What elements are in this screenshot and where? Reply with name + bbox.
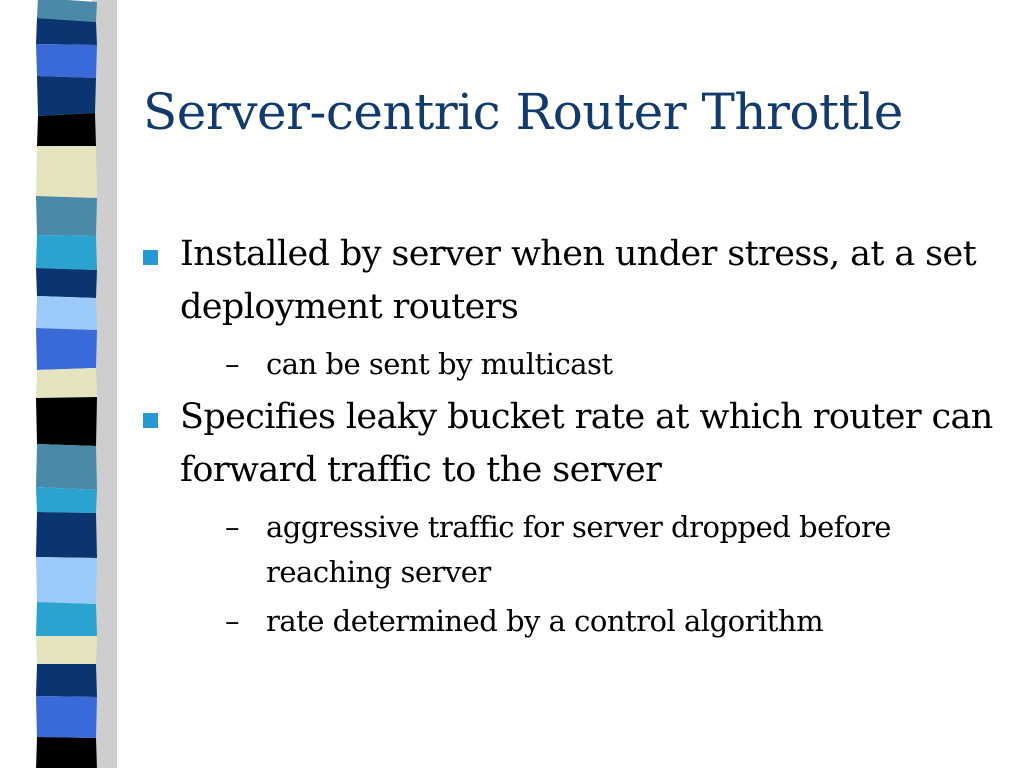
square-bullet-icon [143, 250, 158, 265]
sub-bullet-item [225, 599, 1000, 644]
slide-title: Server-centric Router Throttle [143, 83, 903, 141]
slide-body [140, 228, 1000, 644]
dash-bullet-icon: – [225, 347, 239, 381]
dash-bullet-icon: – [225, 510, 239, 544]
decorative-stripe-column [0, 0, 117, 768]
bullet-text: Specifies leaky bucket rate at which router can forward traffic to the server [180, 397, 993, 490]
bullet-text: Installed by server when under stress, at a set deployment routers [180, 234, 977, 327]
dash-bullet-icon: – [225, 604, 239, 638]
stripe-graphic [0, 0, 117, 768]
sub-bullet-item [225, 505, 1000, 595]
sub-bullet-text: rate determined by a control algorithm [266, 604, 824, 638]
sub-bullet-item [225, 342, 1000, 387]
sub-bullet-list [180, 505, 1000, 644]
sub-bullet-list [180, 342, 1000, 387]
sub-bullet-text: aggressive traffic for server dropped before reaching server [266, 510, 891, 589]
bullet-item [140, 391, 1000, 644]
bullet-item [140, 228, 1000, 387]
sub-bullet-text: can be sent by multicast [266, 347, 613, 381]
square-bullet-icon [143, 413, 158, 428]
